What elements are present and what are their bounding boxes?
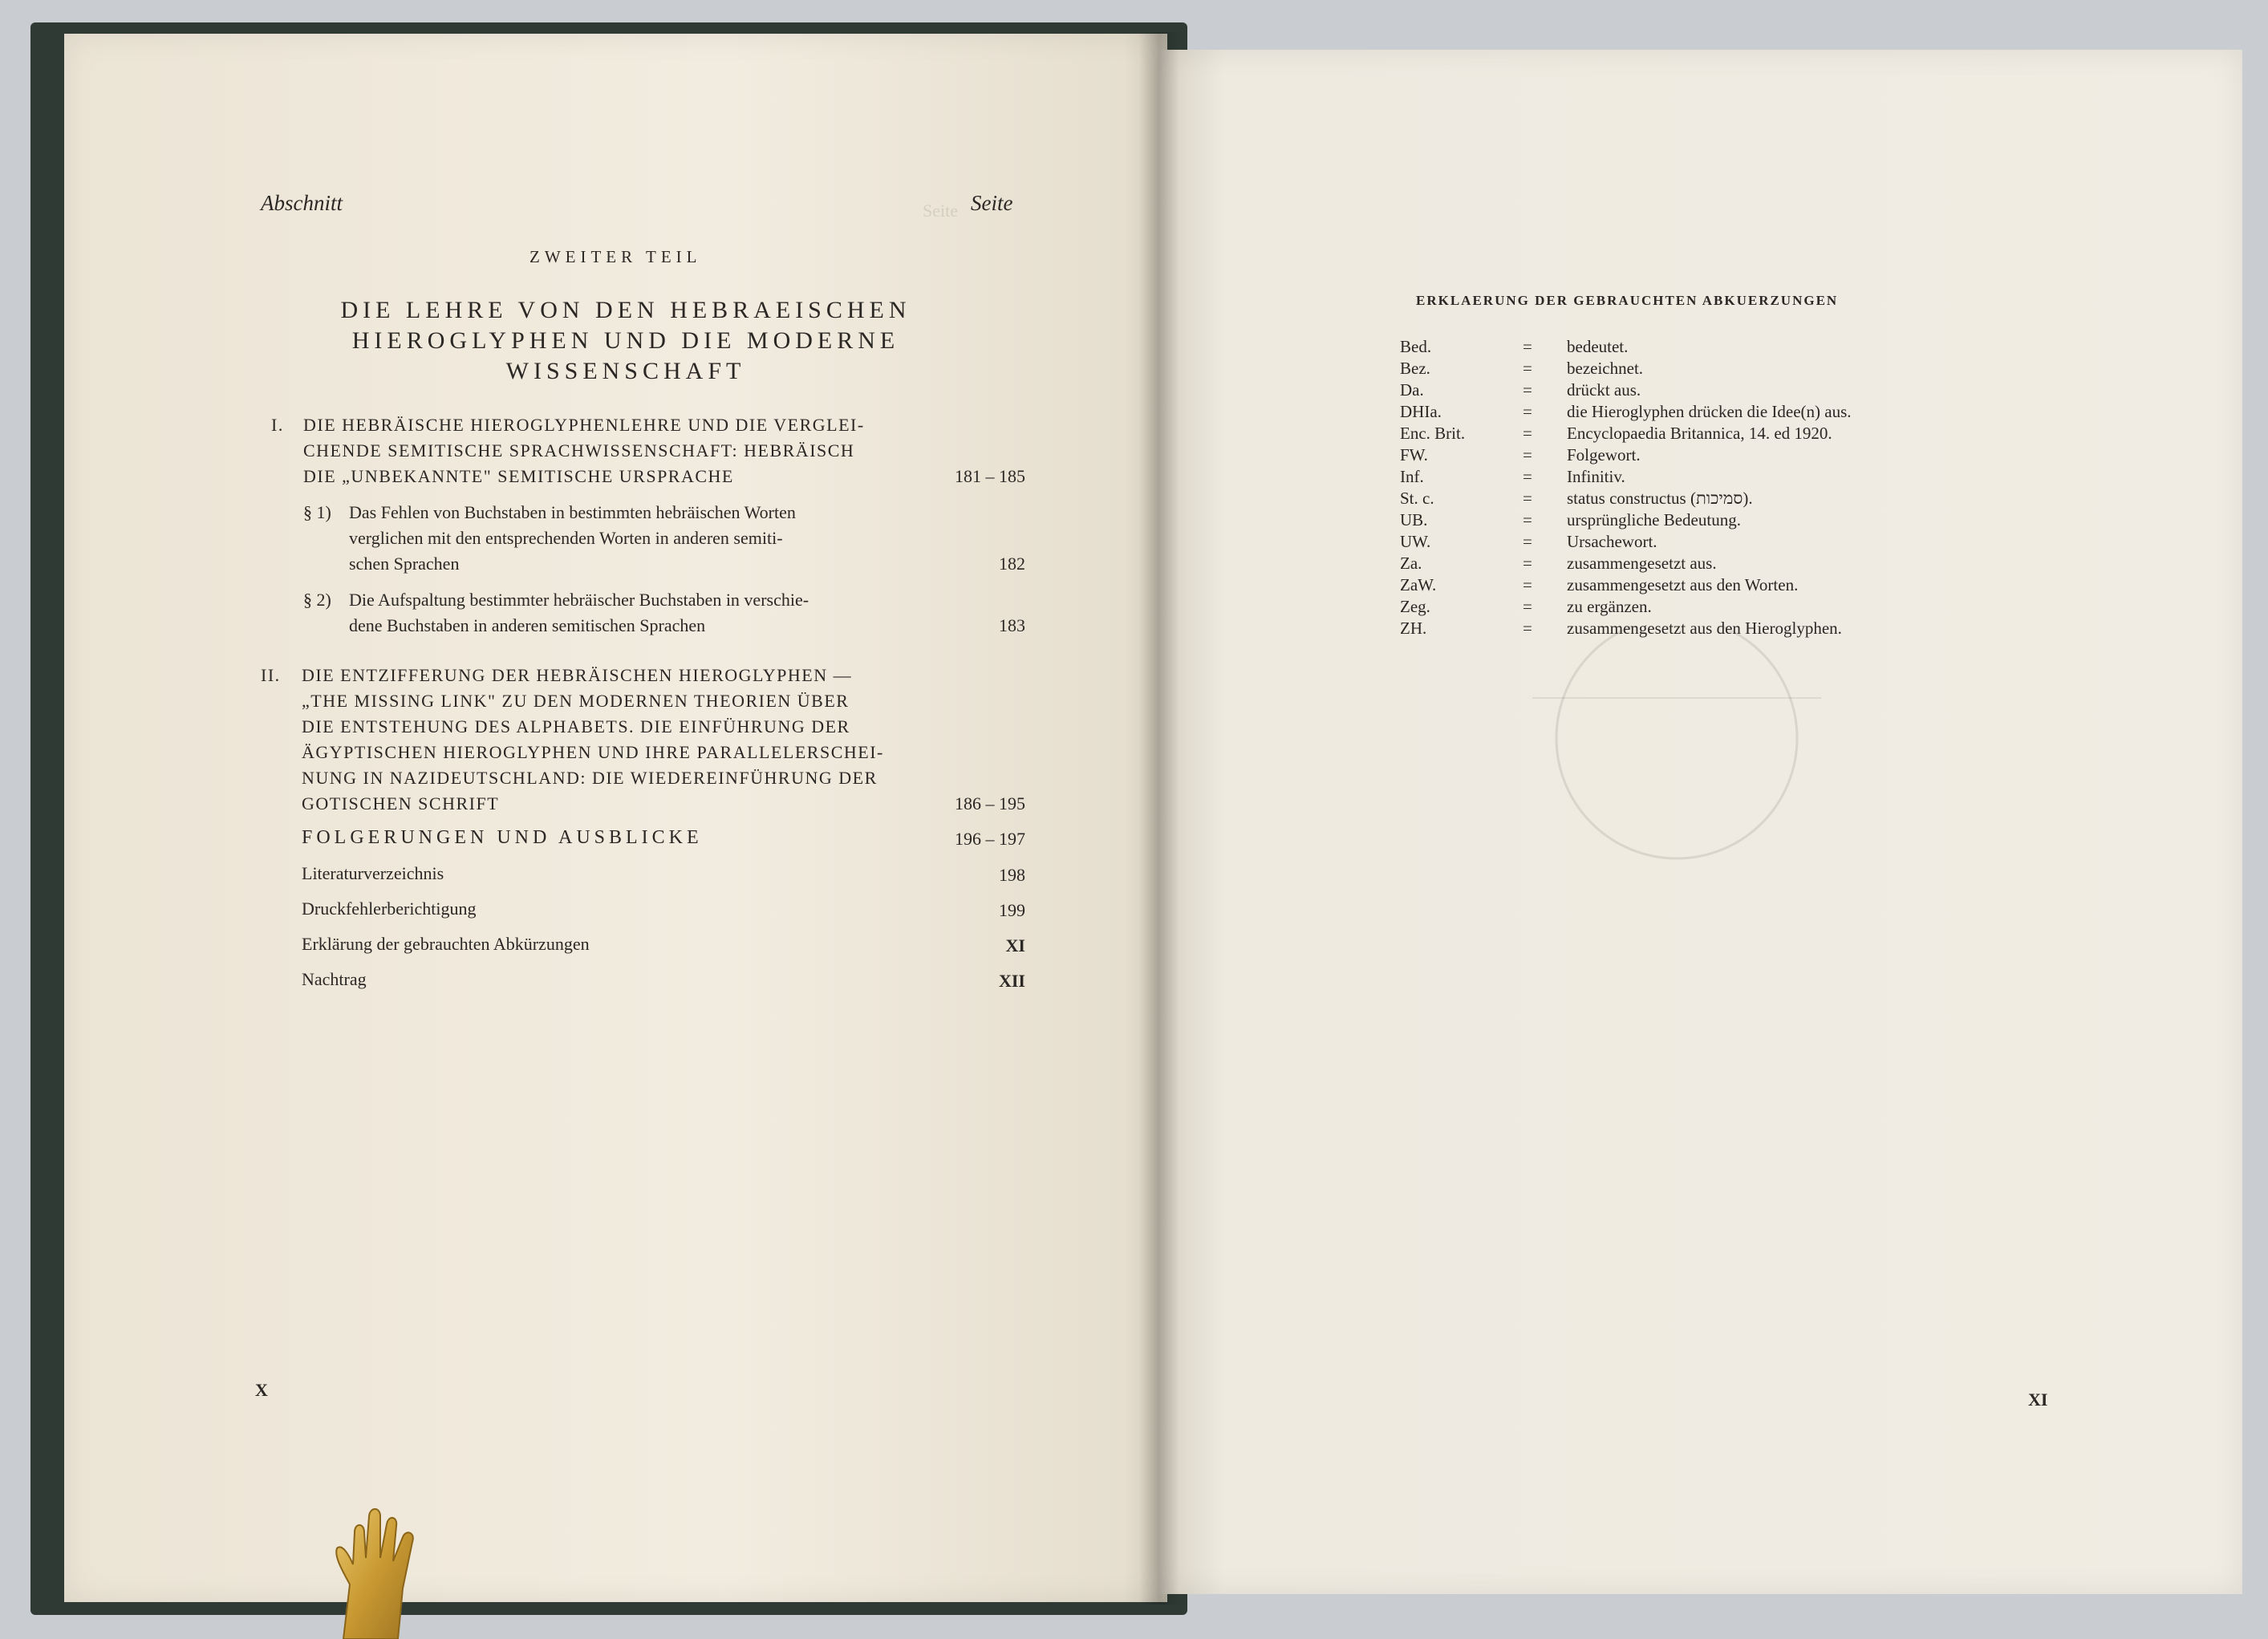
abbr-term: Za. [1400,554,1422,573]
abbr-meaning: drückt aus. [1567,380,1641,400]
abbr-meaning: Folgewort. [1567,445,1641,465]
entry-nachtrag-page: XII [998,971,1025,991]
abbr-meaning: bedeutet. [1567,337,1629,356]
abbr-meaning: zusammengesetzt aus. [1567,554,1717,573]
abbr-term: Da. [1400,380,1424,400]
title-line-2: HIEROGLYPHEN UND DIE MODERNE [351,327,900,354]
section2-line-4: ÄGYPTISCHEN HIEROGLYPHEN UND IHRE PARALLELERSCHEI- [302,742,884,762]
abbr-meaning: die Hieroglyphen drücken die Idee(n) aus. [1567,402,1852,421]
section2-line-6: GOTISCHEN SCHRIFT [302,793,500,813]
abbr-equals: = [1523,445,1532,465]
abbr-meaning: Ursachewort. [1567,532,1657,551]
entry-folgerungen-page: 196 – 197 [955,829,1025,849]
entry-erklaerung: Erklärung der gebrauchten Abkürzungen [302,934,590,954]
abbr-meaning: bezeichnet. [1567,359,1644,378]
abbr-term: UB. [1400,510,1428,529]
abbr-equals: = [1523,510,1532,529]
section1-numeral: I. [271,415,284,435]
abbr-term: Bed. [1400,337,1432,356]
abbr-equals: = [1523,337,1532,356]
abbr-meaning: zu ergänzen. [1567,597,1652,616]
book-gutter [1139,32,1179,1605]
entry-druckfehler: Druckfehlerberichtigung [302,899,477,919]
para2-line-1: Die Aufspaltung bestimmter hebräischer Buchstaben in verschie- [349,590,809,610]
abbr-term: DHIa. [1400,402,1442,421]
abbr-equals: = [1523,575,1532,594]
section2-line-3: DIE ENTSTEHUNG DES ALPHABETS. DIE EINFÜHRUNG DER [302,716,850,736]
para2-page: 183 [999,615,1025,635]
section1-pages: 181 – 185 [955,466,1025,486]
section2-pages: 186 – 195 [955,793,1025,813]
abbr-term: Inf. [1400,467,1424,486]
abbr-equals: = [1523,619,1532,638]
left-folio: X [255,1380,268,1400]
abbr-equals: = [1523,402,1532,421]
abbr-equals: = [1523,597,1532,616]
abbr-term: ZH. [1400,619,1427,638]
section1-line-1: DIE HEBRÄISCHE HIEROGLYPHENLEHRE UND DIE VERGLEI- [303,415,865,435]
abbr-equals: = [1523,489,1532,508]
entry-literatur-page: 198 [999,865,1025,885]
entry-druckfehler-page: 199 [999,900,1025,920]
para1-line-1: Das Fehlen von Buchstaben in bestimmten hebräischen Worten [349,502,796,522]
entry-erklaerung-page: XI [1005,935,1025,955]
abbr-equals: = [1523,532,1532,551]
abbr-term: Zeg. [1400,597,1430,616]
para2-line-2: dene Buchstaben in anderen semitischen Sprachen [349,615,706,635]
para1-line-3: schen Sprachen [349,554,460,574]
entry-folgerungen: FOLGERUNGEN UND AUSBLICKE [302,827,703,848]
abbr-term: Enc. Brit. [1400,424,1466,443]
abbr-equals: = [1523,359,1532,378]
para2-prefix: § 2) [303,590,331,610]
entry-nachtrag: Nachtrag [302,969,367,989]
abbr-term: Bez. [1400,359,1430,378]
abbr-meaning: status constructus (סמיכות). [1567,489,1753,508]
header-abschnitt: Abschnitt [261,191,343,215]
section1-line-2: CHENDE SEMITISCHE SPRACHWISSENSCHAFT: HEBRÄISCH [303,440,855,460]
para1-prefix: § 1) [303,502,331,522]
para1-page: 182 [999,554,1025,574]
title-line-3: WISSENSCHAFT [505,358,746,384]
abbr-meaning: Encyclopaedia Britannica, 14. ed 1920. [1567,424,1832,443]
section2-line-1: DIE ENTZIFFERUNG DER HEBRÄISCHEN HIEROGLYPHEN — [302,665,853,685]
left-page [64,34,1167,1602]
section2-line-5: NUNG IN NAZIDEUTSCHLAND: DIE WIEDEREINFÜHRUNG DER [302,768,878,788]
abbr-equals: = [1523,424,1532,443]
abbr-meaning: ursprüngliche Bedeutung. [1567,510,1741,529]
abbr-equals: = [1523,380,1532,400]
right-folio: XI [2028,1389,2048,1410]
brass-hand-bookmark [319,1508,432,1639]
header-seite: Seite [971,191,1013,215]
abbr-term: ZaW. [1400,575,1437,594]
abbr-term: St. c. [1400,489,1434,508]
abbr-equals: = [1523,554,1532,573]
para1-line-2: verglichen mit den entsprechenden Worten in anderen semiti- [349,528,783,548]
title-line-1: DIE LEHRE VON DEN HEBRAEISCHEN [340,297,911,323]
bleed-through-diagram [1508,626,1861,882]
part-heading: ZWEITER TEIL [529,247,702,266]
abbr-equals: = [1523,467,1532,486]
abbr-meaning: zusammengesetzt aus den Hieroglyphen. [1567,619,1842,638]
abbr-term: FW. [1400,445,1428,465]
section2-numeral: II. [261,665,281,685]
entry-literatur: Literaturverzeichnis [302,863,444,883]
section2-line-2: „THE MISSING LINK" ZU DEN MODERNEN THEORIEN ÜBER [302,691,850,711]
abbr-term: UW. [1400,532,1431,551]
abbr-meaning: zusammengesetzt aus den Worten. [1567,575,1799,594]
abbreviations-heading: ERKLAERUNG DER GEBRAUCHTEN ABKUERZUNGEN [1416,293,1839,308]
bleed-through-text: Seite [923,201,958,221]
section1-line-3: DIE „UNBEKANNTE" SEMITISCHE URSPRACHE [303,466,734,486]
abbr-meaning: Infinitiv. [1567,467,1625,486]
